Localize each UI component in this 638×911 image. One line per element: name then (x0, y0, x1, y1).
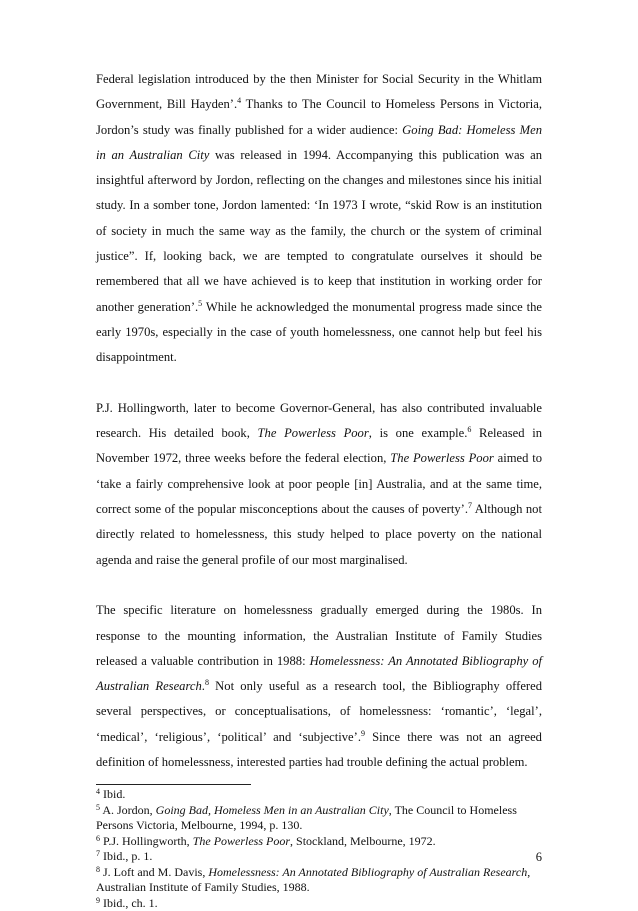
text-run: , The Council to Homeless Persons Victoria, Melbourne, 1994, p. 130. (96, 803, 517, 833)
text-run: Ibid., ch. 1. (100, 896, 158, 910)
text-run: Not only useful as a research tool, the Bibliography offered several perspectives, or conceptualisations, of homelessness: ‘romantic’, ‘legal’, ‘medical’, ‘religious’, ‘political’ and ‘subjective’. (96, 679, 542, 744)
text-run: aimed to ‘take a fairly comprehensive look at poor people [in] Australia, and at the same time, correct some of the popular misconceptions about the causes of poverty’. (96, 451, 542, 516)
text-run: , is one example. (369, 426, 468, 440)
footnote (96, 896, 542, 911)
footnote (96, 849, 542, 865)
italic-title: Going Bad, Homeless Men in an Australian City (156, 803, 389, 817)
text-run: The specific literature on homelessness gradually emerged during the 1980s. In response to the mounting information, the Australian Institute of Family Studies released a valuable contribution in 1988: (96, 603, 542, 668)
footnote-ref: 7 (96, 849, 100, 858)
footnotes (96, 787, 542, 911)
text-run: , Stockland, Melbourne, 1972. (290, 834, 436, 848)
footnote-ref: 4 (237, 96, 241, 105)
text-run: While he acknowledged the monumental progress made since the early 1970s, especially in the case of youth homelessness, one cannot help but feel his disappointment. (96, 300, 542, 365)
footnote-ref: 4 (96, 787, 100, 796)
text-run: Federal legislation introduced by the then Minister for Social Security in the Whitlam Government, Bill Hayden’. (96, 72, 542, 111)
italic-title: The Powerless Poor (193, 834, 290, 848)
footnote-separator (96, 784, 251, 785)
italic-title: Going Bad: Homeless Men in an Australian City (96, 123, 542, 162)
text-run: , Australian Institute of Family Studies, 1988. (96, 865, 530, 895)
text-run: Ibid. (100, 787, 125, 801)
italic-title: Homelessness: An Annotated Bibliography of Australian Research (208, 865, 527, 879)
footnote (96, 787, 542, 803)
footnote (96, 865, 542, 896)
footnote-ref: 9 (361, 729, 365, 738)
text-run: P.J. Hollingworth, later to become Governor-General, has also contributed invaluable research. His detailed book, (96, 401, 542, 440)
footnote-ref: 5 (198, 299, 202, 308)
footnote-ref: 8 (96, 865, 100, 874)
footnote (96, 834, 542, 850)
text-run: Thanks to The Council to Homeless Persons in Victoria, Jordon’s study was finally published for a wider audience: (96, 97, 542, 136)
paragraph (96, 598, 542, 775)
paragraph (96, 67, 542, 371)
text-run: was released in 1994. Accompanying this publication was an insightful afterword by Jordon, reflecting on the changes and milestones since his initial study. In a somber tone, Jordon lamented: ‘In 1973 I wrote, “skid Row is an institution of society in much the same way as the family, the church or the system of criminal justice”. If, looking back, we are tempted to congratulate ourselves it should be remembered that all we have achieved is to keep that institution in working order for another generation’. (96, 148, 542, 314)
text-run: P.J. Hollingworth, (100, 834, 193, 848)
text-run: . (202, 679, 205, 693)
paragraph (96, 396, 542, 573)
text-run: Released in November 1972, three weeks before the federal election, (96, 426, 542, 465)
text-run: Since there was not an agreed definition of homelessness, interested parties had trouble defining the actual problem. (96, 730, 542, 769)
text-run: A. Jordon, (100, 803, 156, 817)
text-run: Although not directly related to homelessness, this study helped to place poverty on the national agenda and raise the general profile of our most marginalised. (96, 502, 542, 567)
footnote-ref: 5 (96, 803, 100, 812)
footnote (96, 803, 542, 834)
italic-title: Homelessness: An Annotated Bibliography of Australian Research (96, 654, 542, 693)
body-text (96, 67, 542, 775)
page-number: 6 (536, 850, 542, 865)
footnote-ref: 7 (468, 501, 472, 510)
footnote-ref: 6 (467, 425, 471, 434)
italic-title: The Powerless Poor (390, 451, 494, 465)
italic-title: The Powerless Poor (258, 426, 369, 440)
text-run: J. Loft and M. Davis, (100, 865, 208, 879)
footnote-ref: 9 (96, 896, 100, 905)
footnote-ref: 6 (96, 834, 100, 843)
text-run: Ibid., p. 1. (100, 849, 152, 863)
footnote-ref: 8 (205, 678, 209, 687)
